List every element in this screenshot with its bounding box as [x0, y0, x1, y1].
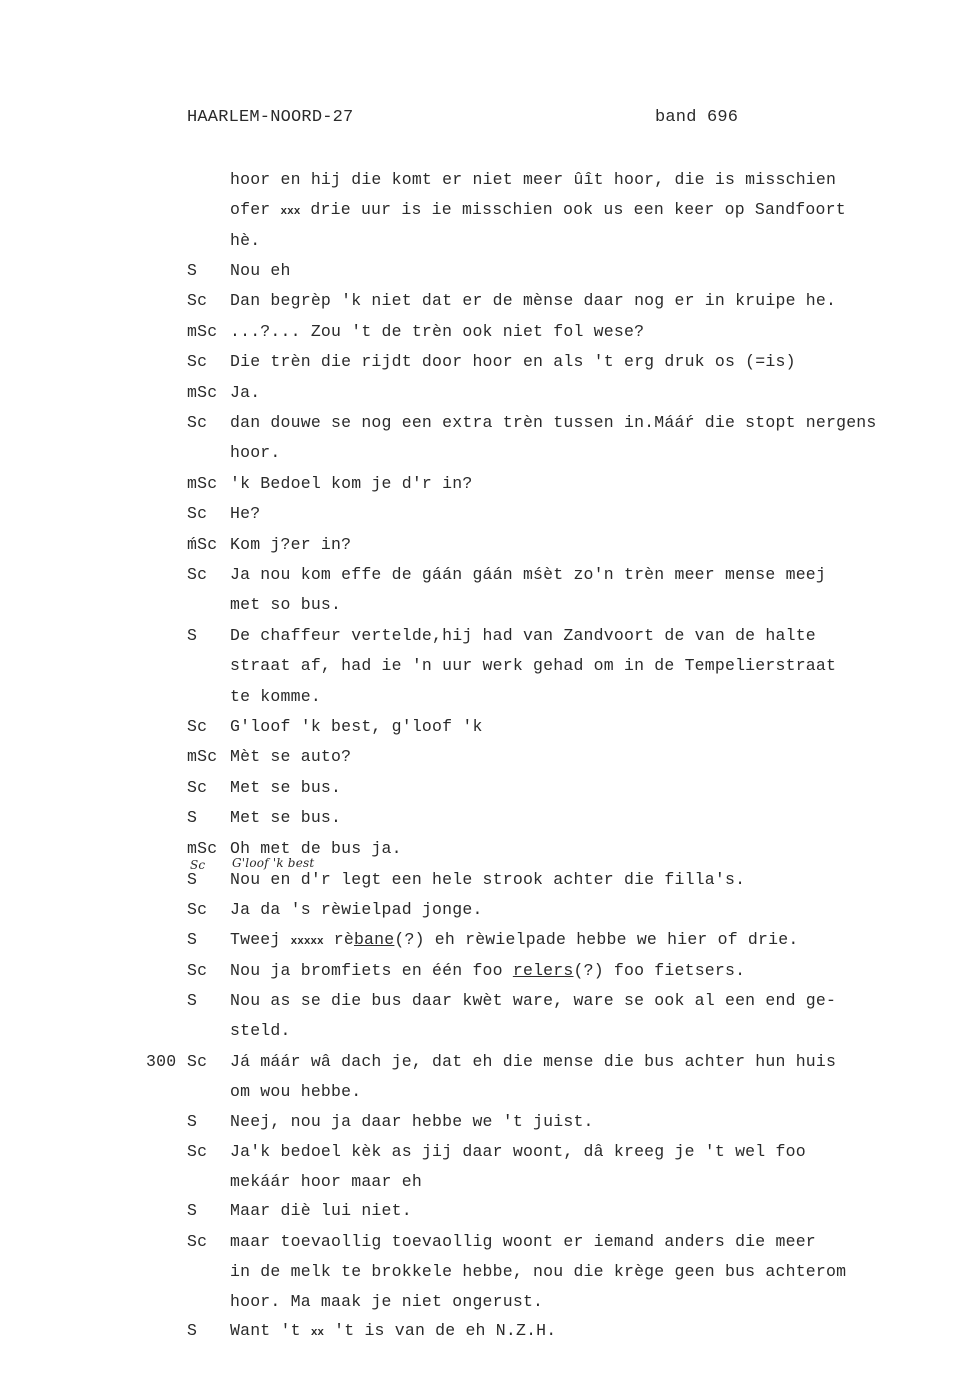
- speaker-label: S: [187, 870, 198, 889]
- transcript-line: [230, 352, 796, 371]
- line-text: 't is van de eh N.Z.H.: [324, 1321, 557, 1340]
- transcript-line: [230, 717, 483, 736]
- line-text: Nou en d'r legt een hele strook achter die filla's.: [230, 870, 746, 889]
- speaker-label: S: [187, 808, 198, 827]
- transcript-line: [230, 1262, 846, 1281]
- transcript-line: [230, 808, 341, 827]
- transcript-line: [230, 930, 798, 949]
- transcript-line: [230, 231, 260, 250]
- line-text: om wou hebbe.: [230, 1082, 362, 1101]
- transcript-line: [230, 565, 826, 584]
- line-text: (?) foo fietsers.: [573, 961, 746, 980]
- line-text: Dan begrèp 'k niet dat er de mènse daar nog er in kruipe he.: [230, 291, 837, 310]
- transcript-line: [230, 961, 745, 980]
- handwritten-speaker: Sc: [190, 858, 206, 872]
- transcript-line: [230, 200, 846, 219]
- line-text: dan douwe se nog een extra trèn tussen in.Mááŕ die stopt nergens: [230, 413, 877, 432]
- line-text: in de melk te brokkele hebbe, nou die krège geen bus achterom: [230, 1262, 847, 1281]
- transcript-line: [230, 261, 291, 280]
- struck-out-text: xx: [310, 1327, 325, 1339]
- line-text: drie uur is ie misschien ook us een keer op Sandfoort: [300, 200, 846, 219]
- transcript-line: [230, 443, 281, 462]
- document-header-band: band 696: [655, 108, 739, 127]
- line-text: Kom j?er in?: [230, 535, 352, 554]
- line-text: Mèt se auto?: [230, 747, 352, 766]
- line-text: Want 't: [230, 1321, 311, 1340]
- transcript-line: [230, 170, 836, 189]
- speaker-label: S: [187, 1321, 198, 1340]
- transcript-line: [230, 656, 836, 675]
- underlined-uncertain-word: bane: [353, 930, 395, 949]
- transcript-line: [230, 1172, 422, 1191]
- transcript-line: [230, 1201, 412, 1220]
- line-text: Met se bus.: [230, 808, 342, 827]
- line-text: hè.: [230, 231, 261, 250]
- transcript-line: [230, 747, 351, 766]
- speaker-label: Sc: [187, 778, 208, 797]
- transcript-line: [230, 474, 472, 493]
- speaker-label: ḿSc: [187, 535, 218, 554]
- document-header-title: HAARLEM-NOORD-27: [187, 108, 354, 127]
- line-text: De chaffeur vertelde,hij had van Zandvoort de van de halte: [230, 626, 816, 645]
- line-text: (?) eh rèwielpade hebbe we hier of drie.: [394, 930, 799, 949]
- transcript-line: [230, 1232, 816, 1251]
- transcript-line: [230, 413, 877, 432]
- transcript-line: [230, 1321, 556, 1340]
- speaker-label: S: [187, 1201, 198, 1220]
- line-text: hoor.: [230, 443, 281, 462]
- line-text: hoor. Ma maak je niet ongerust.: [230, 1292, 544, 1311]
- transcript-line: [230, 991, 836, 1010]
- struck-out-text: xxxxx: [290, 936, 324, 948]
- transcript-line: [230, 1052, 836, 1071]
- speaker-label: Sc: [187, 900, 208, 919]
- line-text: Die trèn die rijdt door hoor en als 't erg druk os (=is): [230, 352, 796, 371]
- line-text: Nou ja bromfiets en één foo: [230, 961, 513, 980]
- speaker-label: Sc: [187, 1142, 208, 1161]
- transcript-line: [230, 778, 341, 797]
- line-text: hoor en hij die komt er niet meer ûît hoor, die is misschien: [230, 170, 837, 189]
- speaker-label: Sc: [187, 352, 208, 371]
- line-text: maar toevaollig toevaollig woont er iemand anders die meer: [230, 1232, 816, 1251]
- line-text: Ja da 's rèwielpad jonge.: [230, 900, 483, 919]
- transcript-line: [230, 383, 260, 402]
- speaker-label: mSc: [187, 383, 218, 402]
- transcript-line: [230, 687, 321, 706]
- line-text: met so bus.: [230, 595, 342, 614]
- line-text: 'k Bedoel kom je d'r in?: [230, 474, 473, 493]
- speaker-label: Sc: [187, 504, 208, 523]
- transcript-line: [230, 1021, 291, 1040]
- line-text: ...?... Zou 't de trèn ook niet fol wese?: [230, 322, 645, 341]
- transcript-line: [230, 504, 260, 523]
- handwritten-annotation: G'loof 'k best: [232, 856, 315, 870]
- speaker-label: Sc: [187, 413, 208, 432]
- line-text: Ja'k bedoel kèk as jij daar woont, dâ kreeg je 't wel foo: [230, 1142, 806, 1161]
- speaker-label: mSc: [187, 474, 218, 493]
- line-text: G'loof 'k best, g'loof 'k: [230, 717, 483, 736]
- speaker-label: S: [187, 261, 198, 280]
- line-text: rè: [323, 930, 354, 949]
- transcript-line: [230, 1082, 361, 1101]
- transcript-line: [230, 626, 816, 645]
- transcript-line: [230, 595, 341, 614]
- margin-line-number: 300: [146, 1052, 177, 1071]
- speaker-label: Sc: [187, 717, 208, 736]
- speaker-label: S: [187, 1112, 198, 1131]
- transcript-line: [230, 1112, 594, 1131]
- underlined-uncertain-word: relers: [512, 961, 574, 980]
- speaker-label: Sc: [187, 565, 208, 584]
- line-text: ofer: [230, 200, 281, 219]
- transcript-line: [230, 535, 351, 554]
- transcript-line: [230, 870, 745, 889]
- struck-out-text: xxx: [280, 206, 301, 218]
- transcript-line: [230, 291, 836, 310]
- speaker-label: Sc: [187, 1232, 208, 1251]
- transcript-line: [230, 1142, 806, 1161]
- speaker-label: S: [187, 991, 198, 1010]
- line-text: Ja.: [230, 383, 261, 402]
- speaker-label: Sc: [187, 961, 208, 980]
- line-text: Já máár wâ dach je, dat eh die mense die bus achter hun huis: [230, 1052, 837, 1071]
- line-text: Oh met de bus ja.: [230, 839, 402, 858]
- speaker-label: mSc: [187, 747, 218, 766]
- line-text: He?: [230, 504, 261, 523]
- line-text: Nou eh: [230, 261, 291, 280]
- transcript-line: [230, 322, 644, 341]
- speaker-label: mSc: [187, 322, 218, 341]
- line-text: steld.: [230, 1021, 291, 1040]
- transcript-line: [230, 900, 483, 919]
- line-text: Tweej: [230, 930, 291, 949]
- speaker-label: S: [187, 626, 198, 645]
- speaker-label: Sc: [187, 291, 208, 310]
- line-text: te komme.: [230, 687, 321, 706]
- line-text: Ja nou kom effe de gáán gáán mśèt zo'n trèn meer mense meej: [230, 565, 826, 584]
- speaker-label: mSc: [187, 839, 218, 858]
- line-text: straat af, had ie 'n uur werk gehad om in de Tempelierstraat: [230, 656, 837, 675]
- speaker-label: S: [187, 930, 198, 949]
- line-text: Maar diè lui niet.: [230, 1201, 412, 1220]
- transcript-line: [230, 1292, 543, 1311]
- line-text: mekáár hoor maar eh: [230, 1172, 422, 1191]
- line-text: Neej, nou ja daar hebbe we 't juist.: [230, 1112, 594, 1131]
- line-text: Met se bus.: [230, 778, 342, 797]
- line-text: Nou as se die bus daar kwèt ware, ware se ook al een end ge-: [230, 991, 837, 1010]
- speaker-label: Sc: [187, 1052, 208, 1071]
